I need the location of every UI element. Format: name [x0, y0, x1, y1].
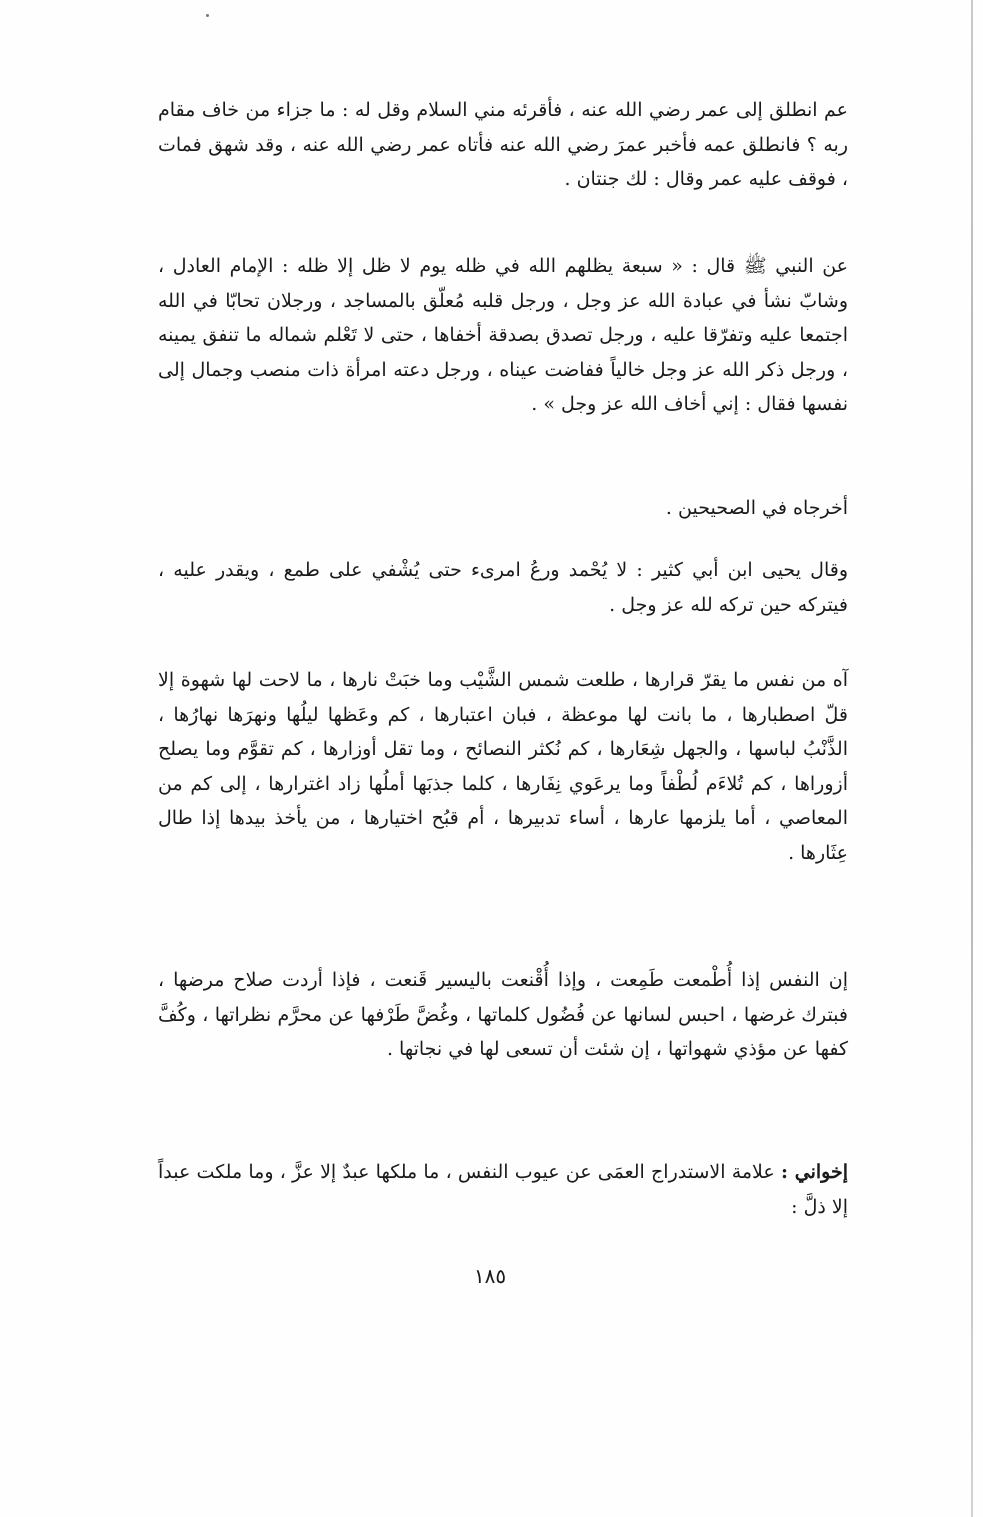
page-number: ١٨٥ — [473, 1264, 507, 1288]
paragraph-7-brothers — [158, 1155, 848, 1224]
paragraph-5-lament: آه من نفس ما يقرّ قرارها ، طلعت شمس الشَّيْب وما خبَتْ نارها ، ما لاحت لها شهوة إلا قلّ اصطبارها ، ما بانت لها موعظة ، فبان اعتبارها ، كم وعَظها ليلُها ونهرَها نهارُها ، الذَّنْبُ لباسها ، والجهل شِعَارها ، كم نُكثر النصائح ، وما تقل أوزارها ، كم تقوَّم وما يصلح أزوراها ، كم تُلاءَم لُطْفاً وما يرعَوي نِفَارها ، كلما جذبَها أملُها زاد اغترارها ، إلى كم من المعاصي ، أما يلزمها عارها ، أساء تدبيرها ، أم قبُح اختيارها ، من يأخذ بيدها إذا طال عِثَارها . — [158, 669, 848, 864]
paragraph-7-text: علامة الاستدراج العمَى عن عيوب النفس ، ما ملكها عبدٌ إلا عزَّ ، وما ملكت عبداً إلا ذلَّ : — [158, 1161, 848, 1218]
paragraph-6-soul: إن النفس إذا أُطْمعت طَمِعت ، وإذا أُقْنعت باليسير قَنعت ، فإذا أردت صلاح مرضها ، فبترك غرضها ، احبس لسانها عن فُضُول كلماتها ، وغُضَّ طَرْفها عن محرَّم نظراتها ، وكُفَّ كفها عن مؤذي شهواتها ، إن شئت أن تسعى لها في نجاتها . — [158, 969, 848, 1060]
paragraph-3-source: أخرجاه في الصحيحين . — [665, 497, 848, 519]
scan-speck — [206, 14, 209, 17]
scan-edge-line — [971, 0, 973, 1517]
paragraph-4-quote: وقال يحيى ابن أبي كثير : لا يُحْمد ورعُ امرىء حتى يُشْفي على طمع ، ويقدر عليه ، فيتركه حين تركه لله عز وجل . — [158, 559, 848, 616]
paragraph-7-lead: إخواني : — [780, 1161, 848, 1183]
paragraph-2-hadith: عن النبي ﷺ قال : « سبعة يظلهم الله في ظله يوم لا ظل إلا ظله : الإمام العادل ، وشابّ نشأ في عبادة الله عز وجل ، ورجل قلبه مُعلّق بالمساجد ، ورجلان تحابّا في الله اجتمعا عليه وتفرّقا عليه ، ورجل تصدق بصدقة أخفاها ، حتى لا تَعْلم شماله ما تنفق يمينه ، ورجل ذكر الله عز وجل خالياً ففاضت عيناه ، ورجل دعته امرأة ذات منصب وجمال إلى نفسها فقال : إني أخاف الله عز وجل » . — [158, 255, 848, 415]
paragraph-1: عم انطلق إلى عمر رضي الله عنه ، فأقرئه مني السلام وقل له : ما جزاء من خاف مقام ربه ؟ فانطلق عمه فأخبر عمرَ رضي الله عنه فأتاه عمر رضي الله عنه ، وقد شهق فمات ، فوقف عليه عمر وقال : لك جنتان . — [158, 99, 848, 190]
